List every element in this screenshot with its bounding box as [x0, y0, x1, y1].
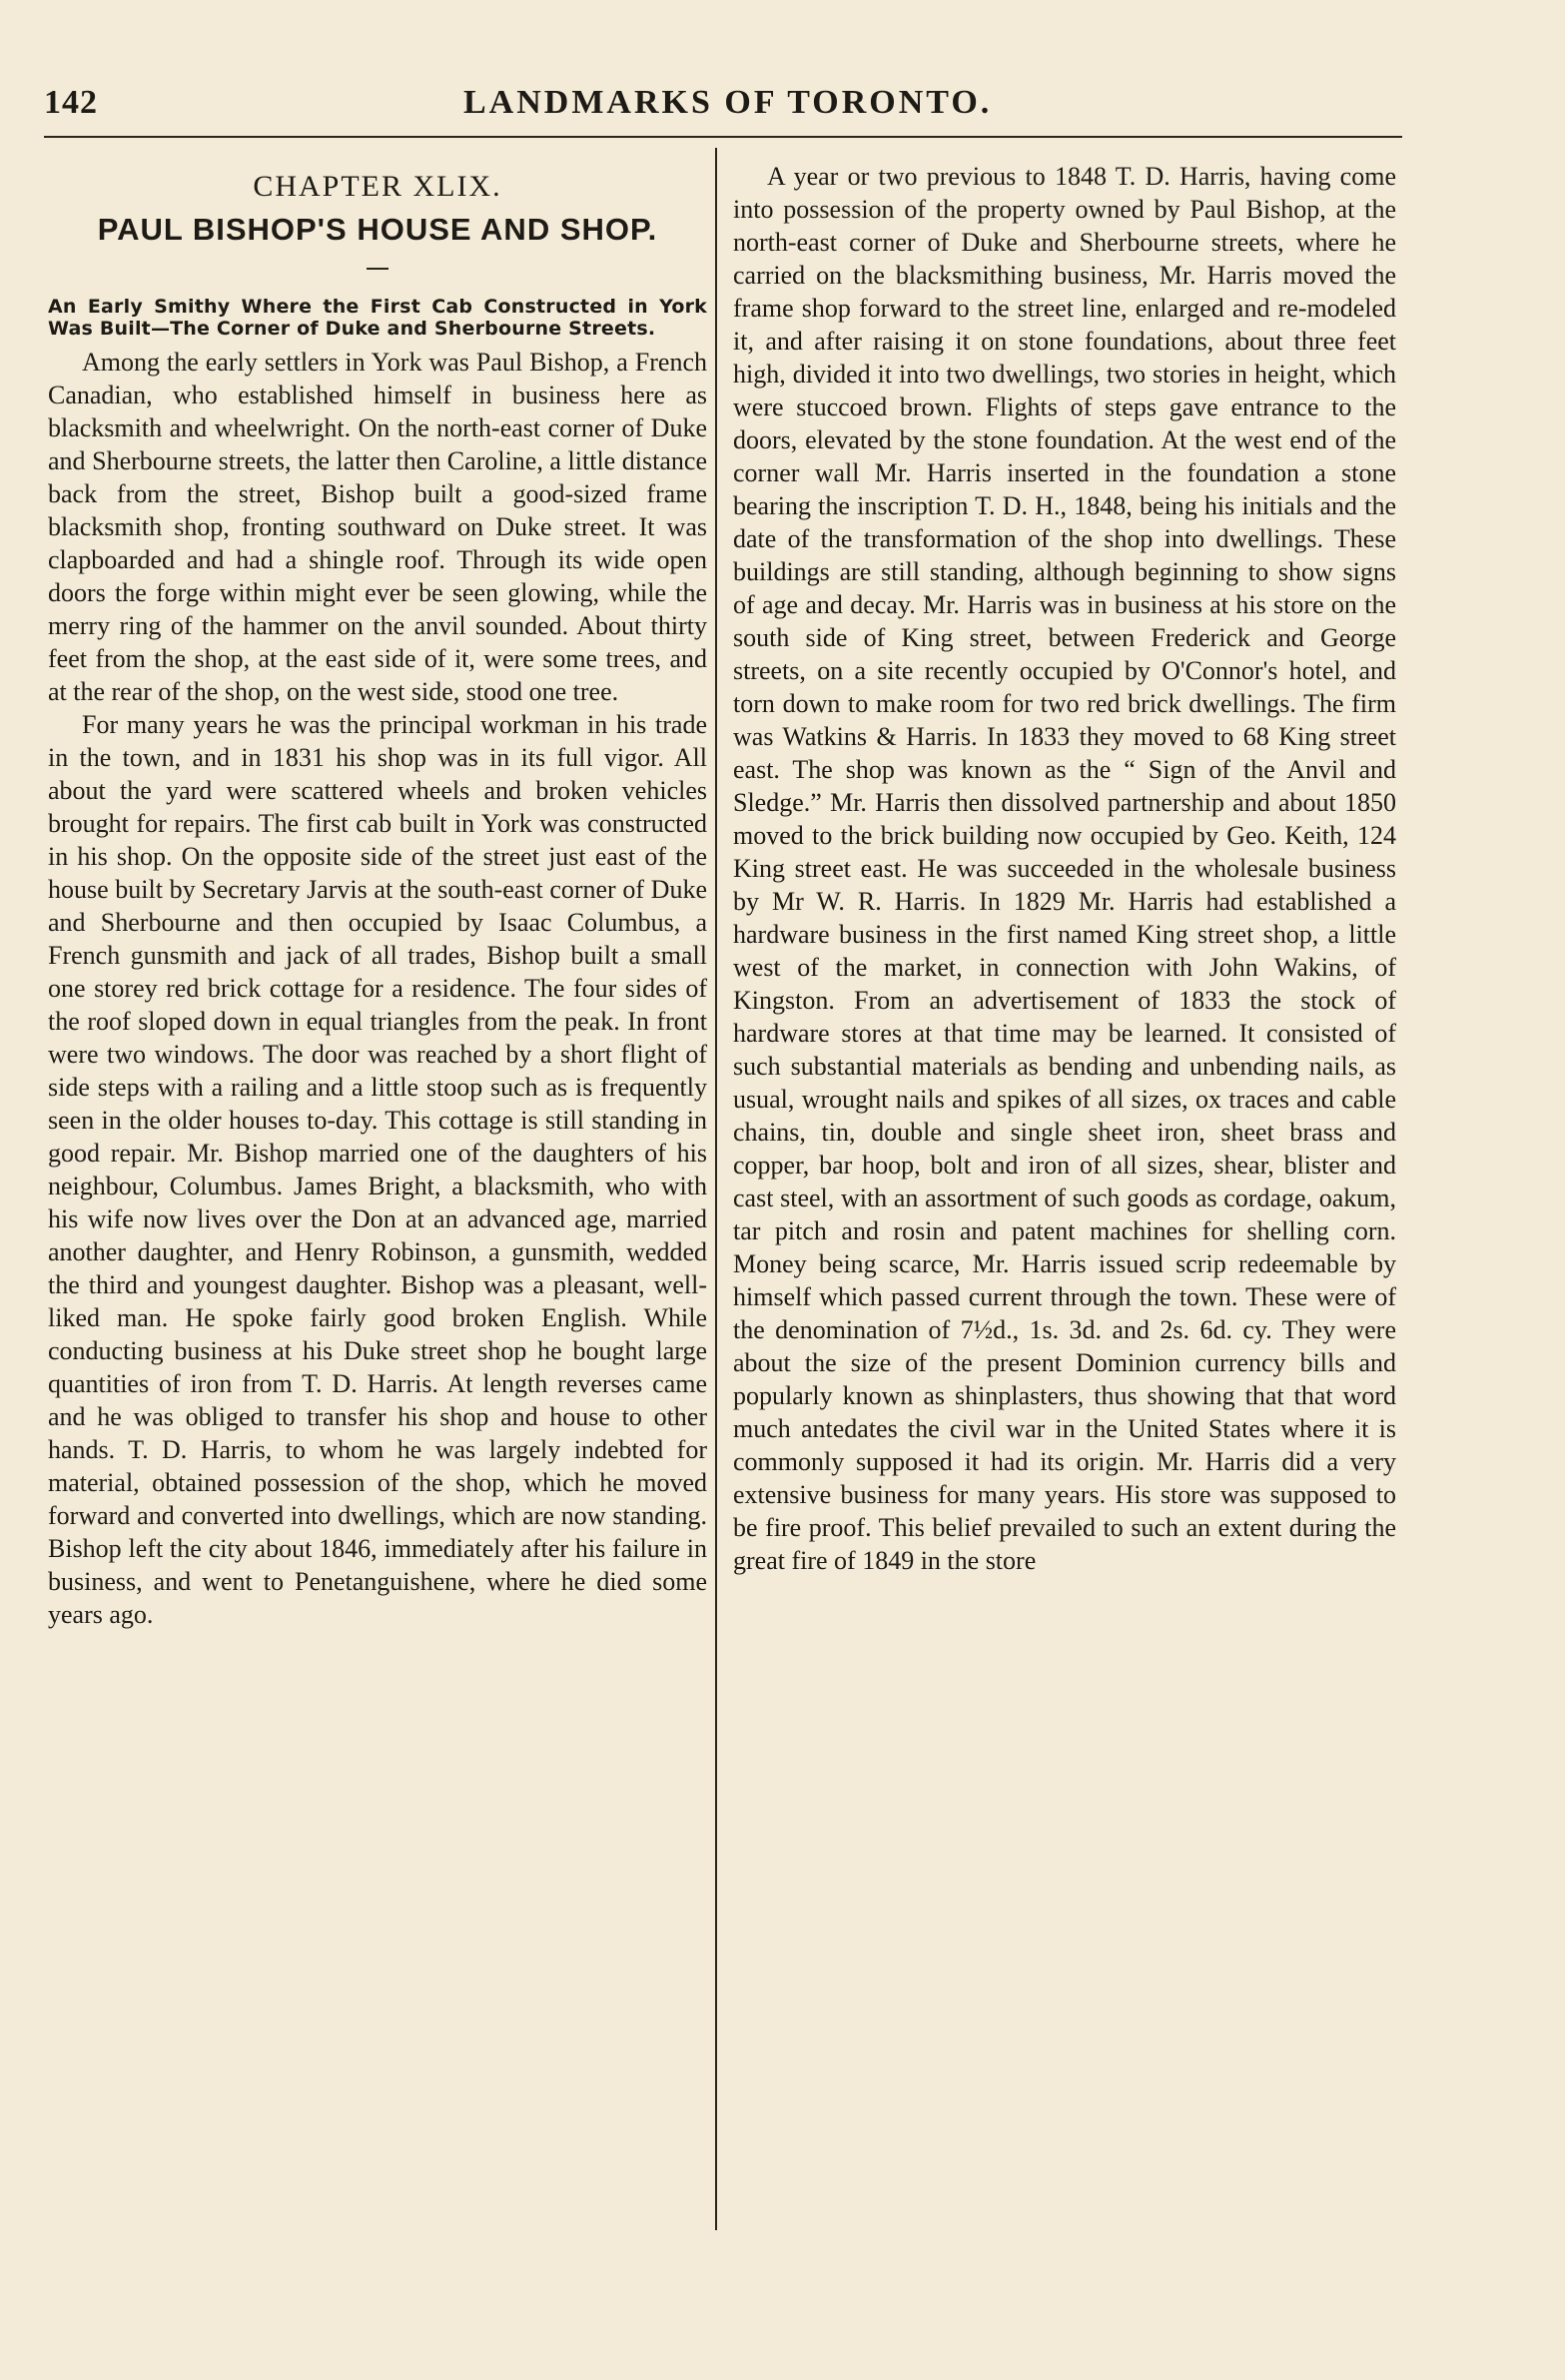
running-title: LANDMARKS OF TORONTO. — [463, 84, 993, 121]
chapter-number: CHAPTER XLIX. — [253, 170, 502, 203]
chapter-subtitle: An Early Smithy Where the First Cab Constructed in York Was Built—The Corner of Duke and Sherbourne Streets. — [48, 296, 707, 340]
paragraph: Among the early settlers in York was Paul Bishop, a French Canadian, who established himself in business here as blacksmith and wheelwright. On the north-east corner of Duke and Sherbourne streets, the latter then Caroline, a little distance back from the street, Bishop built a good-sized frame blacksmith shop, fronting southward on Duke street. It was clapboarded and had a shingle roof. Through its wide open doors the forge within might ever be seen glowing, while the merry ring of the hammer on the anvil sounded. About thirty feet from the shop, at the east side of it, were some trees, and at the rear of the shop, on the west side, stood one tree. — [48, 348, 707, 706]
right-column — [733, 160, 1396, 1577]
section-dash — [367, 268, 389, 270]
paragraph: For many years he was the principal workman in his trade in the town, and in 1831 his shop was in its full vigor. All about the yard were scattered wheels and broken vehicles brought for repairs. The first cab built in York was constructed in his shop. On the opposite side of the street just east of the house built by Secretary Jarvis at the south-east corner of Duke and Sherbourne and then occupied by Isaac Columbus, a French gunsmith and jack of all trades, Bishop built a small one storey red brick cottage for a residence. The four sides of the roof sloped down in equal triangles from the peak. In front were two windows. The door was reached by a short flight of side steps with a railing and a little stoop such as is frequently seen in the older houses to-day. This cottage is still standing in good repair. Mr. Bishop married one of the daughters of his neighbour, Columbus. James Bright, a blacksmith, who with his wife now lives over the Don at an advanced age, married another daughter, and Henry Robinson, a gunsmith, wedded the third and youngest daughter. Bishop was a pleasant, well-liked man. He spoke fairly good broken English. While conducting business at his Duke street shop he bought large quantities of iron from T. D. Harris. At length reverses came and he was obliged to transfer his shop and house to other hands. T. D. Harris, to whom he was largely indebted for material, obtained possession of the shop, which he moved forward and converted into dwellings, which are now standing. Bishop left the city about 1846, immediately after his failure in business, and went to Penetanguishene, where he died some years ago. — [48, 710, 707, 1629]
header-rule — [44, 136, 1402, 138]
page-header — [44, 84, 1402, 130]
paragraph: A year or two previous to 1848 T. D. Harris, having come into possession of the property owned by Paul Bishop, at the north-east corner of Duke and Sherbourne streets, where he carried on the blacksmithing business, Mr. Harris moved the frame shop forward to the street line, enlarged and re-modeled it, and after raising it on stone foundations, about three feet high, divided it into two dwellings, two stories in height, which were stuccoed brown. Flights of steps gave entrance to the doors, elevated by the stone foundation. At the west end of the corner wall Mr. Harris inserted in the foundation a stone bearing the inscription T. D. H., 1848, being his initials and the date of the transformation of the shop into dwellings. These buildings are still standing, although beginning to show signs of age and decay. Mr. Harris was in business at his store on the south side of King street, between Frederick and George streets, on a site recently occupied by O'Connor's hotel, and torn down to make room for two red brick dwellings. The firm was Watkins & Harris. In 1833 they moved to 68 King street east. The shop was known as the “ Sign of the Anvil and Sledge.” Mr. Harris then dissolved partnership and about 1850 moved to the brick building now occupied by Geo. Keith, 124 King street east. He was succeeded in the wholesale business by Mr W. R. Harris. In 1829 Mr. Harris had established a hardware business in the first named King street shop, a little west of the market, in connection with John Wakins, of Kingston. From an advertisement of 1833 the stock of hardware stores at that time may be learned. It consisted of such substantial materials as bending and unbending nails, as usual, wrought nails and spikes of all sizes, ox traces and cable chains, tin, double and single sheet iron, sheet brass and copper, bar hoop, bolt and iron of all sizes, shear, blister and cast steel, with an assortment of such goods as cordage, oakum, tar pitch and rosin and patent machines for shelling corn. Money being scarce, Mr. Harris issued scrip redeemable by himself which passed current through the town. These were of the denomination of 7½d., 1s. 3d. and 2s. 6d. cy. They were about the size of the present Dominion currency bills and popularly known as shinplasters, thus showing that that word much antedates the civil war in the United States where it is commonly supposed it had its origin. Mr. Harris did a very extensive business for many years. His store was supposed to be fire proof. This belief prevailed to such an extent during the great fire of 1849 in the store — [733, 162, 1396, 1575]
page-number: 142 — [44, 84, 98, 121]
column-divider — [715, 148, 717, 2230]
chapter-title: PAUL BISHOP'S HOUSE AND SHOP. — [97, 212, 658, 247]
left-column — [48, 156, 707, 1631]
